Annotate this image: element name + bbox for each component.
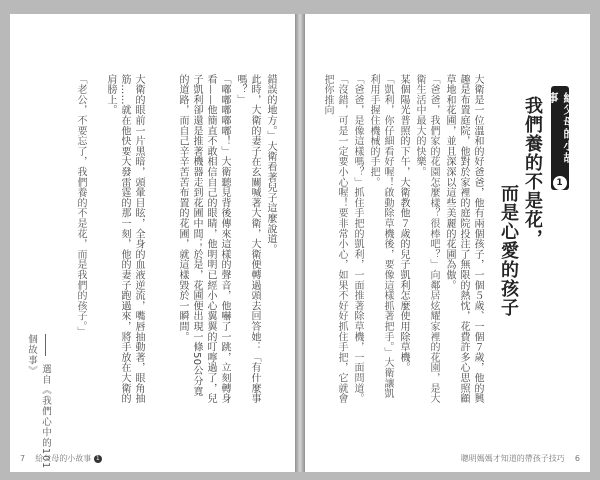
body-column: 此時，大衛的妻子在玄關喊著大衛，大衛便轉過頭去回答她：「有什麼事嗎？」 (235, 74, 260, 404)
book-gutter (295, 14, 305, 472)
body-column: 大衛是一位溫和的好爸爸，他有兩個孩子，一個５歲、一個７歲，他的興趣是布置庭院，他對於家裡的庭院投注了無限的熱忱，花費許多心思照顧草地和花圃，並且深深以這些美麗的花圃為傲。 (444, 74, 483, 404)
page-number: 6 (574, 454, 580, 463)
title-line-2: 而是心愛的孩子 (498, 184, 519, 317)
section-label: 給父母的小故事 (546, 92, 575, 164)
credit-text: 選自《我們心中的101個故事》 (26, 334, 51, 470)
chapter-number-badge: 1 (94, 455, 102, 463)
body-column: 錯誤的地方。」大衛看著兒子這麼說道。 (265, 74, 276, 255)
body-column: 「沒錯，可是一定要小心喔！要非常小心，如果不好好抓住手把，它就會把你推向 (322, 74, 347, 404)
body-column: 某個陽光普照的下午，大衛教他７歲的兒子凱利怎麼使用除草機。 (398, 74, 409, 373)
title-line-1: 我們養的不是花， (522, 96, 543, 248)
right-page (305, 14, 590, 472)
body-column: 「嘟嘟嘟嘟嘟！」大衛聽見背後傳來這樣的聲音，他嚇了一跳，立刻轉身看——他簡直不敢相信自己的眼睛，他明明已經小心翼翼的叮嚀過了，兒子凱利卻還是推著機器走到花圃中間；於是，花圃便出現一條50公分寬的道路，而自己辛辛苦苦布置的花圃，就這樣毀於一瞬間。 (177, 74, 230, 404)
right-footer (461, 453, 580, 464)
body-column: 大衛的眼前一片黑暗，頭暈目眩，全身的血液逆流，嘴唇抽動著，眼角抽筋……就在他快要大發雷霆的那一刻，他的妻子跑過來，將手放在大衛的肩膀上。 (105, 74, 144, 404)
section-badge (546, 86, 575, 190)
section-number: 1 (553, 176, 567, 190)
credit-dash (45, 334, 46, 356)
running-title: 給父母的小故事 (35, 454, 92, 463)
body-column: 「凱利，你仔細看好喔！啟動除草機後，要像這樣抓著把手。」大衛讓凱利用手握住機械的手把。 (368, 74, 393, 399)
page-number: 7 (20, 454, 26, 463)
running-title: 聰明媽媽才知道的帶孩子技巧 (460, 454, 565, 463)
body-column: 「爸爸，是像這樣嗎？」抓住手把的凱利，一面推著除草機，一面問道。 (352, 74, 363, 404)
left-footer (20, 453, 102, 464)
body-column: 「爸爸，我們家的花園怎麼樣？很棒吧？」向鄰居炫耀家裡的花園，是大衛生活中最大的快樂。 (414, 74, 439, 404)
body-column: 「老公，不要忘了，我們養的不是花，而是我們的孩子。」 (75, 74, 86, 337)
left-page (10, 14, 295, 472)
source-credit (24, 334, 52, 472)
